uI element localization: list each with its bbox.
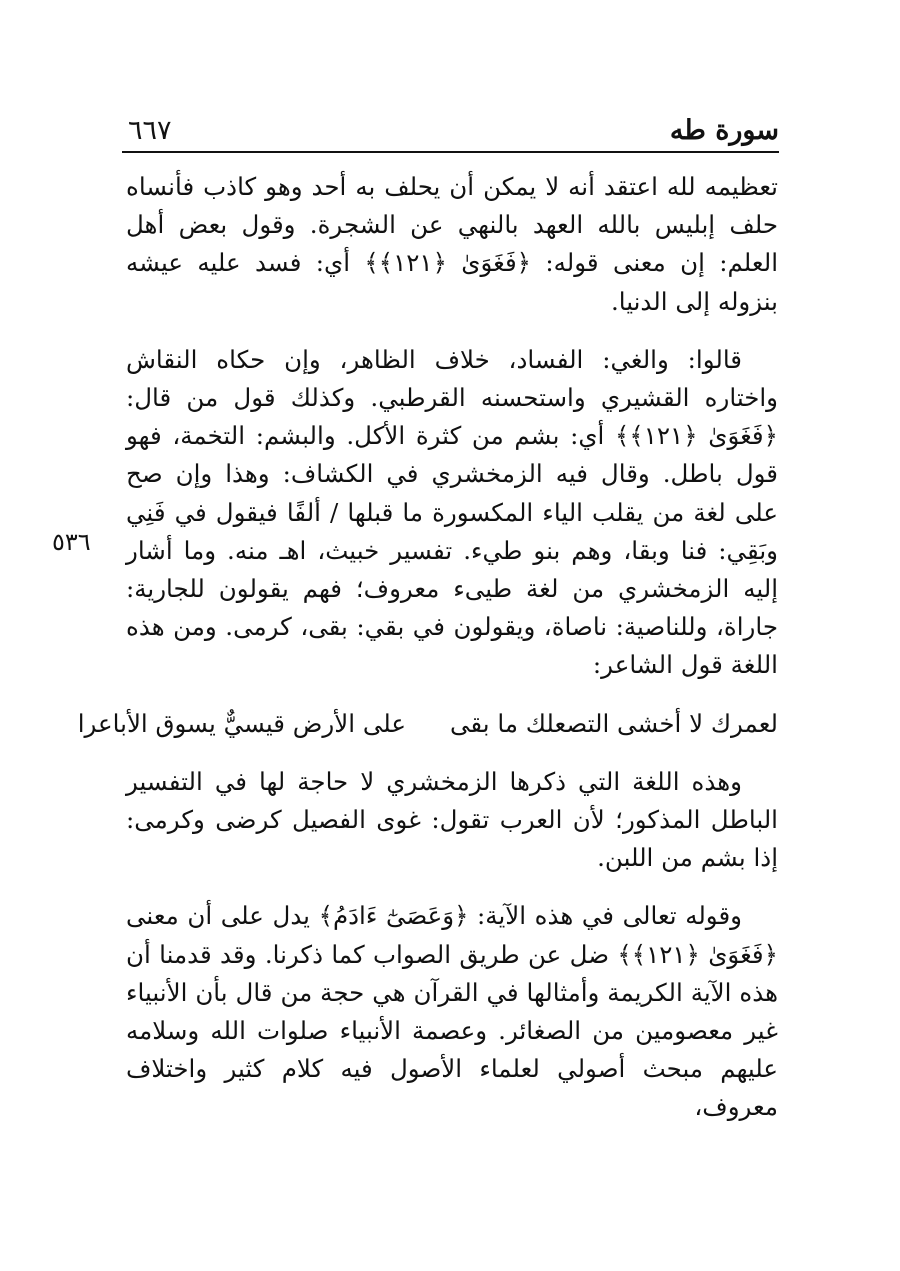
paragraph-4: وقوله تعالى في هذه الآية: ﴿وَعَصَىٰٓ ءَادَمُ﴾ يدل على أن معنى ﴿فَغَوَىٰ ﴿١٢١﴾﴾ ضل عن طريق الصواب كما ذكرنا. وقد قدمنا أن هذه الآية الكريمة وأمثالها في القرآن هي حجة من قال بأن الأنبياء غير معصومين من الصغائر. وعصمة الأنبياء صلوات الله وسلامه عليهم مبحث أصولي لعلماء الأصول فيه كلام كثير واختلاف معروف، xyxy=(126,901,778,1122)
page-body xyxy=(77,168,778,1147)
page-number: ٦٦٧ xyxy=(128,115,172,146)
paragraph-2: قالوا: والغي: الفساد، خلاف الظاهر، وإن حكاه النقاش واختاره القشيري واستحسنه القرطبي. وكذلك قول من قال: ﴿فَغَوَىٰ ﴿١٢١﴾﴾ أي: بشم من كثرة الأكل. والبشم: التخمة، فهو قول باطل. وقال فيه الزمخشري في الكشاف: وهذا وإن صح على لغة من يقلب الياء المكسورة ما قبلها / ألفًا فيقول في فَنِي وبَقِي: فنا وبقا، وهم بنو طيء. تفسير خبيث، اهـ منه. وما أشار إليه الزمخشري من لغة طيىء معروف؛ فهم يقولون للجارية: جاراة، وللناصية: ناصاة، ويقولون في بقي: بقى، كرمى. ومن هذه اللغة قول الشاعر: xyxy=(126,344,778,680)
running-header xyxy=(122,112,779,150)
paragraph-3: وهذه اللغة التي ذكرها الزمخشري لا حاجة لها في التفسير الباطل المذكور؛ لأن العرب تقول: غوى الفصيل كرضى وكرمى: إذا بشم من اللبن. xyxy=(126,766,778,873)
header-divider xyxy=(122,151,779,153)
verse-first-hemistich: لعمرك لا أخشى التصعلك ما بقى xyxy=(449,708,778,738)
surah-title: سورة طه xyxy=(669,115,779,146)
poetry-verse xyxy=(77,705,778,743)
verse-second-hemistich: على الأرض قيسيٌّ يسوق الأباعرا xyxy=(77,708,406,738)
paragraph-1: تعظيمه لله اعتقد أنه لا يمكن أن يحلف به أحد وهو كاذب فأنساه حلف إبليس بالله العهد بالنهي عن الشجرة. وقول بعض أهل العلم: إن معنى قوله: ﴿فَغَوَىٰ ﴿١٢١﴾﴾ أي: فسد عليه عيشه بنزوله إلى الدنيا. xyxy=(126,172,778,316)
margin-page-reference: ٥٣٦ xyxy=(52,528,91,556)
